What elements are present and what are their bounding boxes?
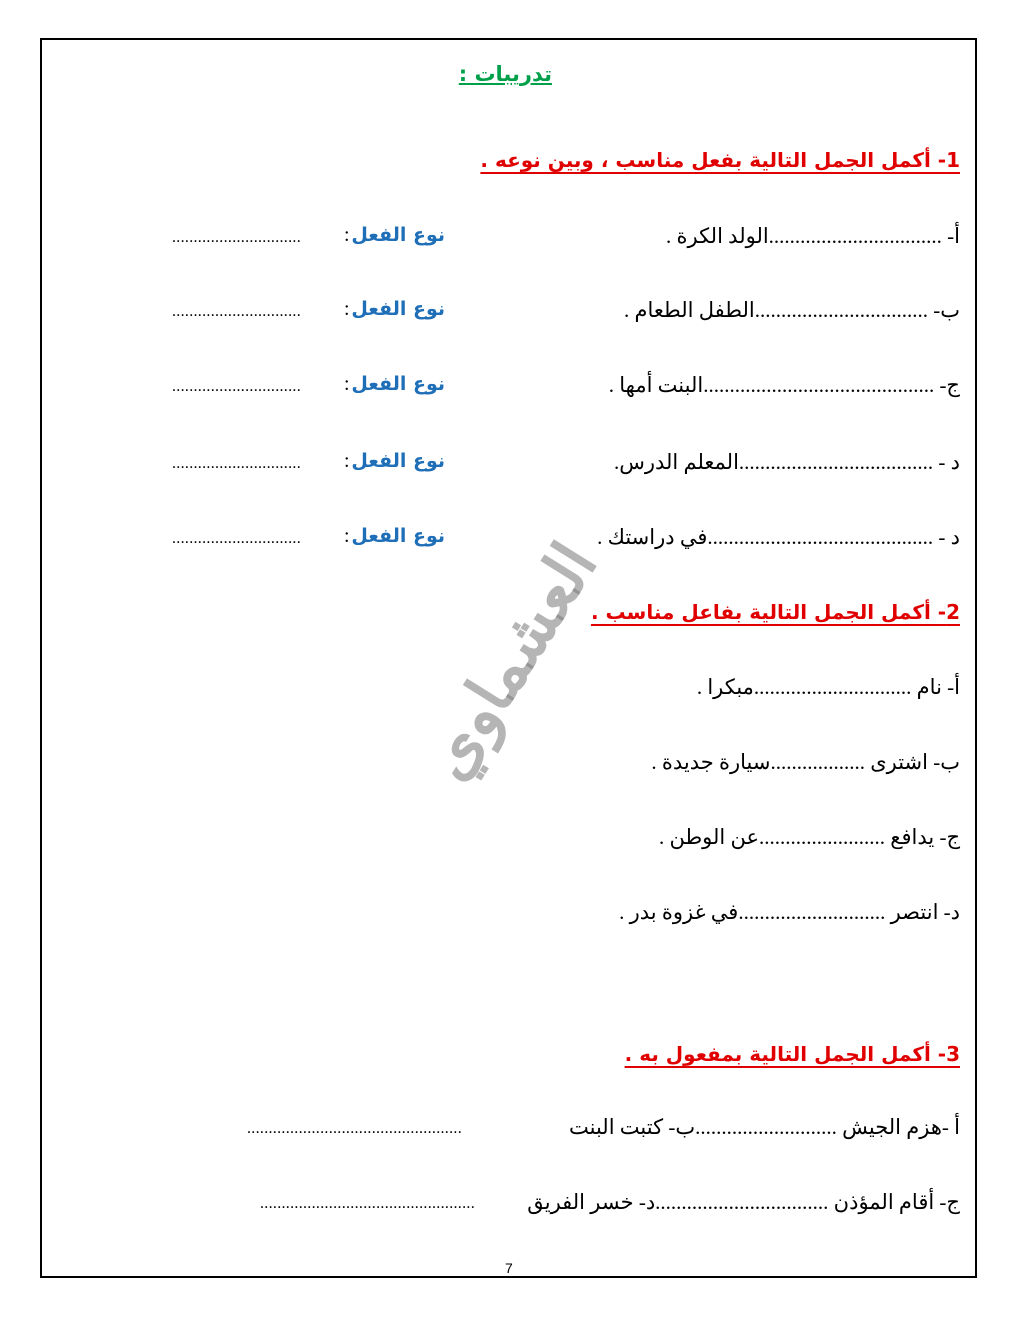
section2-sentence: أ- نام ..............................مبكرا . <box>696 675 960 699</box>
answer-dots: .............................. <box>172 378 301 395</box>
section1-sentence: أ- .................................الولد الكرة . <box>666 224 960 248</box>
verb-type-label: نوع الفعل <box>351 450 445 472</box>
section1-heading: 1- أكمل الجمل التالية بفعل مناسب ، وبين نوعه . <box>480 148 960 172</box>
watermark: العشماوي <box>409 530 613 793</box>
colon: : <box>344 224 350 246</box>
section2-heading: 2- أكمل الجمل التالية بفاعل مناسب . <box>590 600 960 624</box>
section3-heading: 3- أكمل الجمل التالية بمفعول به . <box>624 1042 960 1066</box>
verb-type-label: نوع الفعل <box>351 525 445 547</box>
section2-sentence: ب- اشترى ..................سيارة جديدة . <box>651 750 960 774</box>
section3-sentence: ج- أقام المؤذن .................................د- خسر الفريق <box>527 1190 960 1214</box>
colon: : <box>344 373 350 395</box>
answer-dots: .................................................. <box>260 1195 475 1212</box>
section1-sentence: د - .....................................المعلم الدرس. <box>613 450 960 474</box>
page-number: 7 <box>505 1260 513 1276</box>
section1-sentence: ب- .................................الطفل الطعام . <box>624 298 960 322</box>
section2-sentence: ج- يدافع ........................عن الوطن . <box>658 825 960 849</box>
verb-type-label: نوع الفعل <box>351 224 445 246</box>
verb-type-label: نوع الفعل <box>351 298 445 320</box>
answer-dots: .............................. <box>172 229 301 246</box>
colon: : <box>344 525 350 547</box>
section1-sentence: ج- ............................................البنت أمها . <box>608 373 960 397</box>
answer-dots: .............................. <box>172 303 301 320</box>
page-title: تدريبات : <box>458 62 552 86</box>
section2-sentence: د- انتصر ............................في غزوة بدر . <box>619 900 960 924</box>
section3-sentence: أ -هزم الجيش ...........................ب- كتبت البنت <box>569 1115 960 1139</box>
verb-type-label: نوع الفعل <box>351 373 445 395</box>
answer-dots: .................................................. <box>247 1120 462 1137</box>
section1-sentence: د - ...........................................في دراستك . <box>597 525 960 549</box>
answer-dots: .............................. <box>172 530 301 547</box>
colon: : <box>344 298 350 320</box>
colon: : <box>344 450 350 472</box>
answer-dots: .............................. <box>172 455 301 472</box>
